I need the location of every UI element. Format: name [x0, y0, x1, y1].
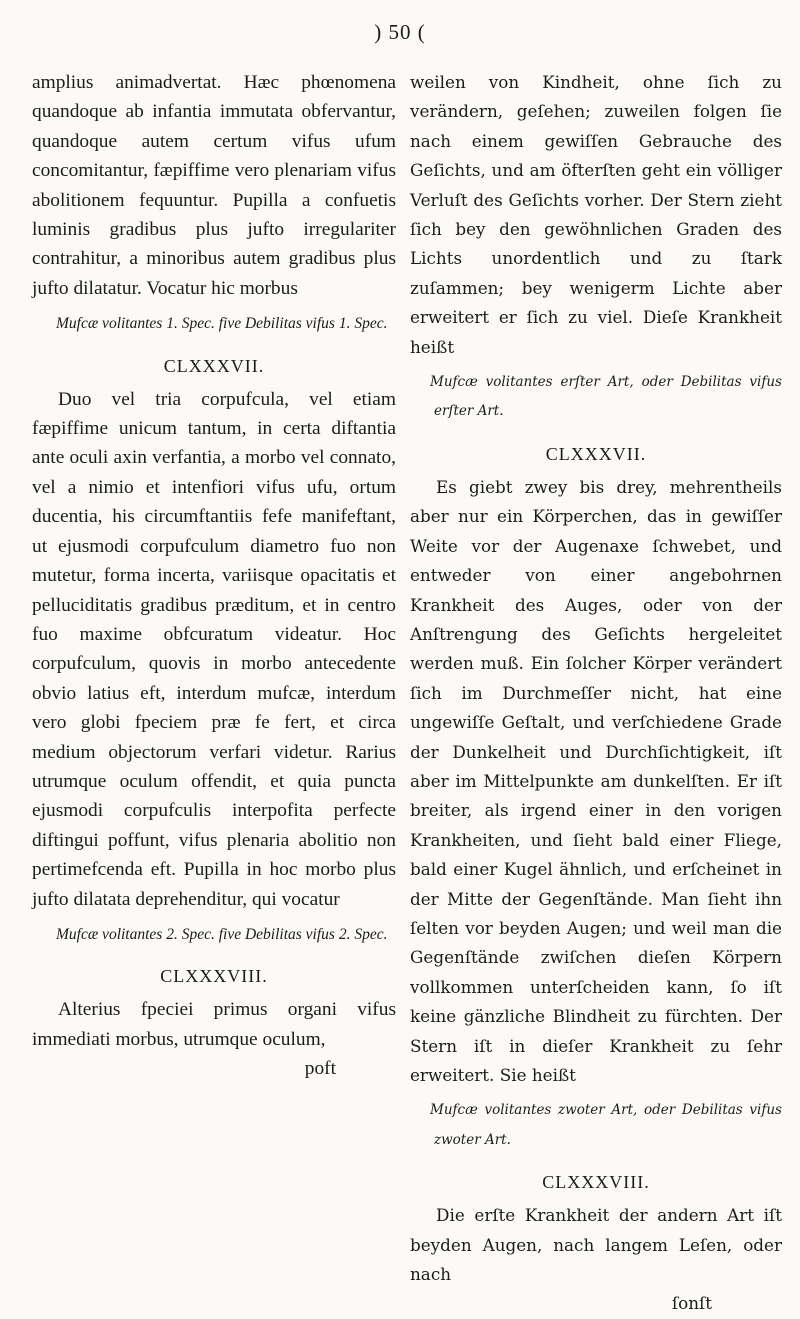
latin-paragraph-188: Alterius fpeciei primus organi vifus immediati morbus, utrumque oculum, [32, 999, 396, 1050]
german-section-heading-187: CLXXXVII. [545, 443, 647, 464]
german-section-heading-188: CLXXXVIII. [542, 1172, 650, 1193]
latin-section-heading-187: CLXXXVII. [163, 355, 265, 376]
german-column [410, 68, 782, 1319]
latin-disease-name-2: Mufcæ volitantes 2. Spec. five Debilitas vifus 2. Spec. [56, 925, 388, 943]
german-paragraph-187: Es giebt zwey bis drey, mehrentheils aber nur ein Körperchen, das in gewiſſer Weite vor der Augenaxe ſchwebet, und entweder von einer angebohrnen Krankheit des Auges, oder von der Anſtrengung des Geſichts hergeleitet werden muß. Ein ſolcher Körper verändert ſich im Durchmeſſer nicht, hat eine ungewiſſe Geſtalt, und verſchiedene Grade der Dunkelheit und Durchſichtigkeit, iſt aber im Mittelpunkte am dunkelſten. Er iſt breiter, als irgend einer in den vorigen Krankheiten, und ſieht bald einer Fliege, bald einer Kugel ähnlich, und erſcheinet in der Mitte der Gegenſtände. Man ſieht ihn ſelten vor beyden Augen; und weil man die Gegenſtände zwiſchen dieſen Körpern vollkommen unterſcheiden kann, ſo iſt keine gänzliche Blindheit zu fürchten. Der Stern iſt in dieſer Krankheit zu ſehr erweitert. Sie heißt [410, 476, 782, 1085]
german-intro-paragraph: weilen von Kindheit, ohne ſich zu verändern, geſehen; zuweilen folgen ſie nach einem gewiſſen Gebrauche des Geſichts, und am öfterſten geht ein völliger Verluſt des Geſichts vorher. Der Stern zieht ſich bey den gewöhnlichen Graden des Lichts unordentlich und zu ſtark zuſammen; bey wenigerm Lichte aber erweitert er ſich zu viel. Dieſe Krankheit heißt [410, 72, 782, 357]
page-number: ) 50 ( [374, 20, 426, 44]
latin-intro-paragraph: amplius animadvertat. Hæc phœnomena quandoque ab infantia immutata obfervantur, quandoque autem certum vifus ufum concomitantur, fæpiffime vero plenariam vifus abolitionem fequuntur. Pupilla a confuetis luminis gradibus plus jufto irregulariter contrahitur, a minoribus autem gradibus plus jufto dilatatur. Vocatur hic morbus [32, 72, 396, 299]
german-paragraph-188: Die erſte Krankheit der andern Art iſt beyden Augen, nach langem Leſen, oder nach [410, 1205, 782, 1285]
latin-disease-name-1: Mufcæ volitantes 1. Spec. five Debilitas vifus 1. Spec. [56, 315, 388, 333]
german-catchword: ſonſt [671, 1293, 712, 1314]
german-disease-name-2: Mufcæ volitantes zwoter Art, oder Debilitas vifus zwoter Art. [430, 1102, 782, 1148]
german-disease-name-1: Mufcæ volitantes erſter Art, oder Debilitas vifus erſter Art. [430, 374, 782, 420]
latin-paragraph-187: Duo vel tria corpufcula, vel etiam fæpiffime unicum tantum, in certa diftantia ante oculi axin verfantia, a morbo vel connato, vel a nimio et intenfiori vifus ufu, ortum ducentia, his circumftantiis fefe manifeftant, ut ejusmodi corpufculum diametro fuo non mutetur, forma incerta, variisque opacitatis et pelluciditatis gradibus præditum, et in centro fuo maxime obfcuratum videatur. Hoc corpufculum, quovis in morbo antecedente obvio latius eft, interdum mufcæ, interdum vero globi fpeciem præ fe fert, et circa medium objectorum verfari videtur. Rarius utrumque oculum offendit, et quia puncta ejusmodi corpufculis interpofita perfecte diftingui poffunt, vifus plenaria abolitio non pertimefcenda eft. Pupilla in hoc morbo plus jufto dilatata deprehenditur, qui vocatur [32, 388, 396, 910]
latin-catchword: poft [304, 1058, 336, 1080]
latin-column [32, 68, 396, 1084]
latin-section-heading-188: CLXXXVIII. [160, 966, 268, 987]
